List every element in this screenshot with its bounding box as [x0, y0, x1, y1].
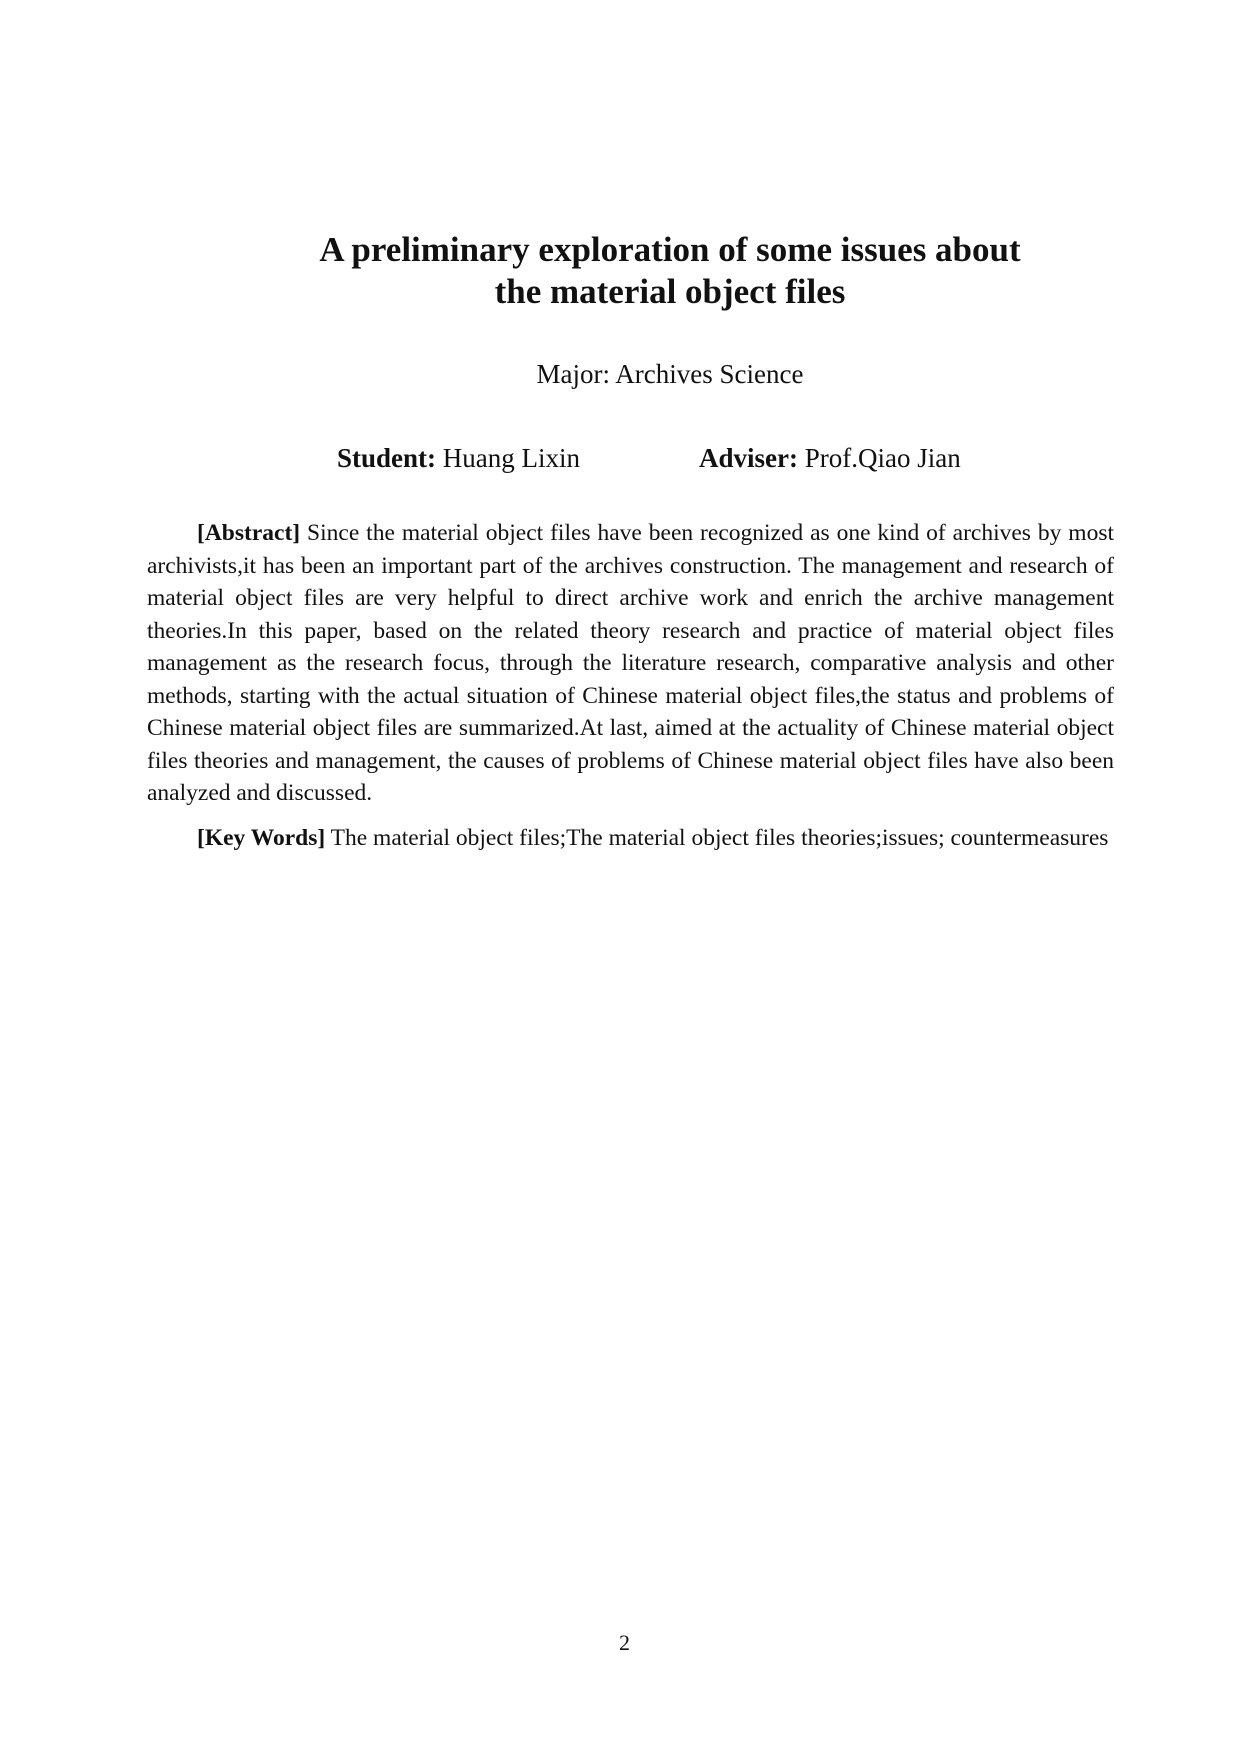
paper-title-line-2: the material object files [494, 272, 846, 311]
adviser-label: Adviser: [699, 443, 798, 473]
keywords-label: [Key Words] [197, 824, 326, 851]
adviser-line [699, 441, 961, 475]
abstract-label: [Abstract] [197, 520, 301, 546]
page-number: 2 [619, 1630, 630, 1655]
student-name: Huang Lixin [442, 443, 581, 473]
adviser-name: Prof.Qiao Jian [804, 443, 961, 473]
abstract-section [147, 517, 1114, 858]
student-line [337, 441, 580, 475]
abstract-text: Since the material object files have been recognized as one kind of archives by most archivists,it has been an important part of the archives construction. The management and research of material object files are very helpful to direct archive work and enrich the archive management theories.In this paper, based on the related theory research and practice of material object files management as the research focus, through the literature research, comparative analysis and other methods, starting with the actual situation of Chinese material object files,the status and problems of Chinese material object files are summarized.At last, aimed at the actuality of Chinese material object files theories and management, the causes of problems of Chinese material object files have also been analyzed and discussed. [147, 520, 1115, 806]
abstract-paragraph [147, 517, 1114, 810]
paper-title-line-1: A preliminary exploration of some issues about [319, 230, 1021, 269]
keywords-text: The material object files;The material object files theories;issues; countermeasures [330, 824, 1109, 851]
student-label: Student: [337, 443, 437, 473]
major-line: Major: Archives Science [536, 359, 804, 389]
keywords-paragraph [147, 818, 1114, 858]
